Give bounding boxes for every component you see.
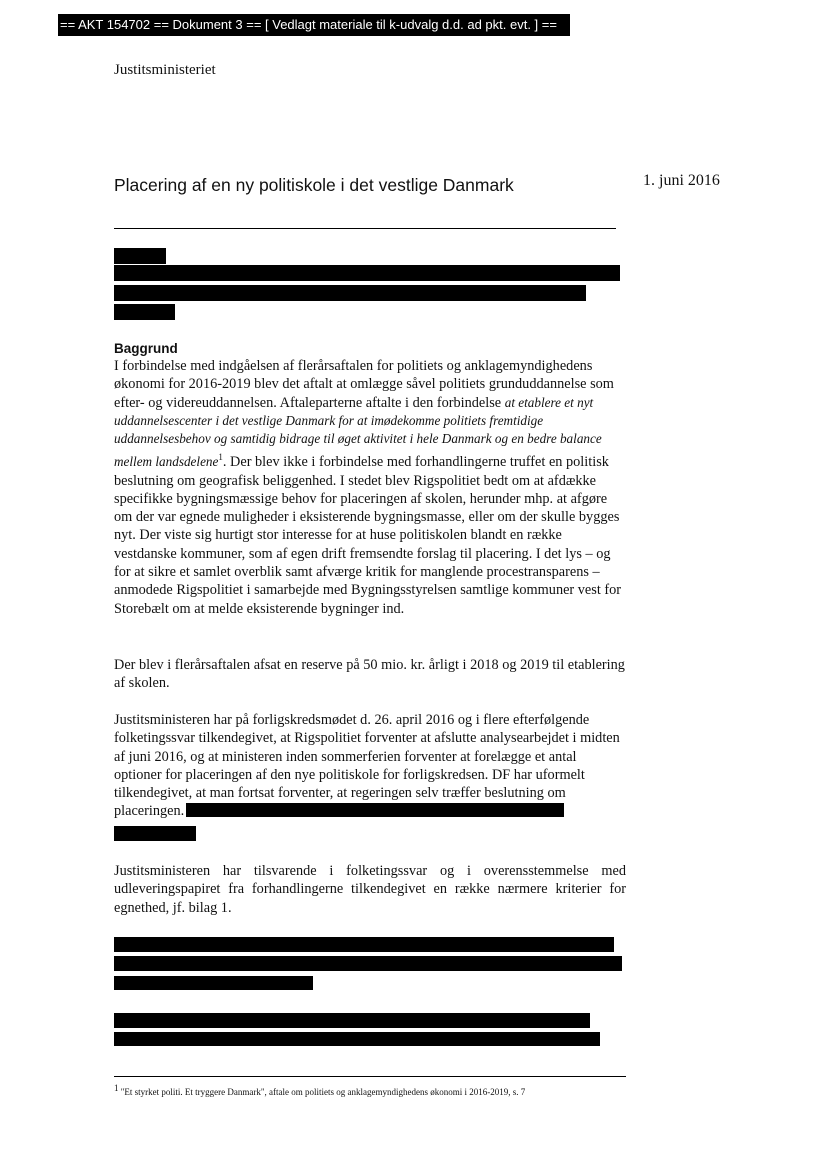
redaction-bar bbox=[114, 248, 166, 264]
redaction-bar bbox=[114, 826, 196, 841]
footnote-reference: 1 bbox=[218, 452, 223, 463]
page-title: Placering af en ny politiskole i det vestlige Danmark bbox=[114, 175, 514, 195]
criteria-paragraph bbox=[114, 862, 626, 917]
redaction-bar bbox=[114, 937, 614, 952]
agreement-quote: at etablere et nyt uddannelsescenter i det vestlige Danmark for at imødekomme politiets fremtidige uddannelsesbehov og samtidig bidrage til øget aktivitet i hele Danmark og en bedre balance mellem landsdelene bbox=[114, 394, 602, 470]
paragraph-rest: . Der blev ikke i forbindelse med forhandlingerne truffet en politisk beslutning om geografisk beliggenhed. I stedet blev Rigspolitiet bedt om at afdække specifikke bygningsmæssige behov for placeringen af skolen, herunder mhp. at afgøre om der var egnede muligheder i eksisterende bygningsmasse, eller om der skulle bygges nyt. Der viste sig hurtigt stor interesse for at huse politiskolen blandt en række vestdanske kommuner, som af egen drift fremsendte forslag til placering. I det lys – og for at sikre et samlet overblik samt afværge kritik for manglende procestransparens – anmodede Rigspolitiet i samarbejde med Bygningsstyrelsen samtlige kommuner vest for Storebælt om at melde eksisterende bygninger ind. bbox=[114, 454, 622, 617]
footnote bbox=[114, 1083, 525, 1097]
redaction-bar bbox=[114, 956, 622, 971]
section-heading: Baggrund bbox=[114, 341, 178, 356]
document-date: 1. juni 2016 bbox=[643, 172, 720, 189]
background-paragraph bbox=[114, 357, 626, 618]
timeline-paragraph bbox=[114, 711, 626, 821]
paragraph-text: Der blev i flerårsaftalen afsat en reserve på 50 mio. kr. årligt i 2018 og 2019 til etablering af skolen. bbox=[114, 657, 625, 692]
paragraph-intro: I forbindelse med indgåelsen af flerårsaftalen for politiets og anklagemyndighedens økonomi for 2016-2019 blev det aftalt at omlægge såvel politiets grunduddannelse som efter- og videreuddannelsen. Aftaleparterne aftalte i den forbindelse bbox=[114, 358, 614, 411]
paragraph-text: Justitsministeren har på forligskredsmødet d. 26. april 2016 og i flere efterfølgende folketingssvar tilkendegivet, at Rigspolitiet forventer at afslutte analysearbejdet i midten af juni 2016, og at ministeren inden sommerferien forventer at forelægge et antal optioner for placeringen af den nye politiskole for forligskredsen. DF har uformelt tilkendegivet, at man fortsat forventer, at regeringen selv træffer beslutning om placeringen. bbox=[114, 712, 620, 820]
redaction-bar bbox=[186, 803, 564, 817]
paragraph-text: Justitsministeren har tilsvarende i folketingssvar og i overensstemmelse med udleveringspapiret fra forhandlingerne tilkendegivet en række nærmere kriterier for egnethed, jf. bilag 1. bbox=[114, 863, 626, 916]
redaction-bar bbox=[114, 1032, 600, 1046]
redaction-bar bbox=[114, 285, 586, 301]
redaction-bar bbox=[114, 1013, 590, 1028]
redaction-bar bbox=[114, 304, 175, 320]
redaction-bar bbox=[114, 976, 313, 990]
redaction-bar bbox=[114, 265, 620, 281]
ministry-name: Justitsministeriet bbox=[114, 62, 216, 78]
footnote-marker: 1 bbox=[114, 1083, 119, 1093]
reserve-paragraph bbox=[114, 656, 626, 693]
footnote-separator bbox=[114, 1076, 626, 1077]
document-id-banner: == AKT 154702 == Dokument 3 == [ Vedlagt materiale til k-udvalg d.d. ad pkt. evt. ] == bbox=[58, 14, 570, 36]
title-underline bbox=[114, 228, 616, 229]
footnote-text: "Et styrket politi. Et tryggere Danmark", aftale om politiets og anklagemyndighedens økonomi i 2016-2019, s. 7 bbox=[120, 1087, 526, 1097]
